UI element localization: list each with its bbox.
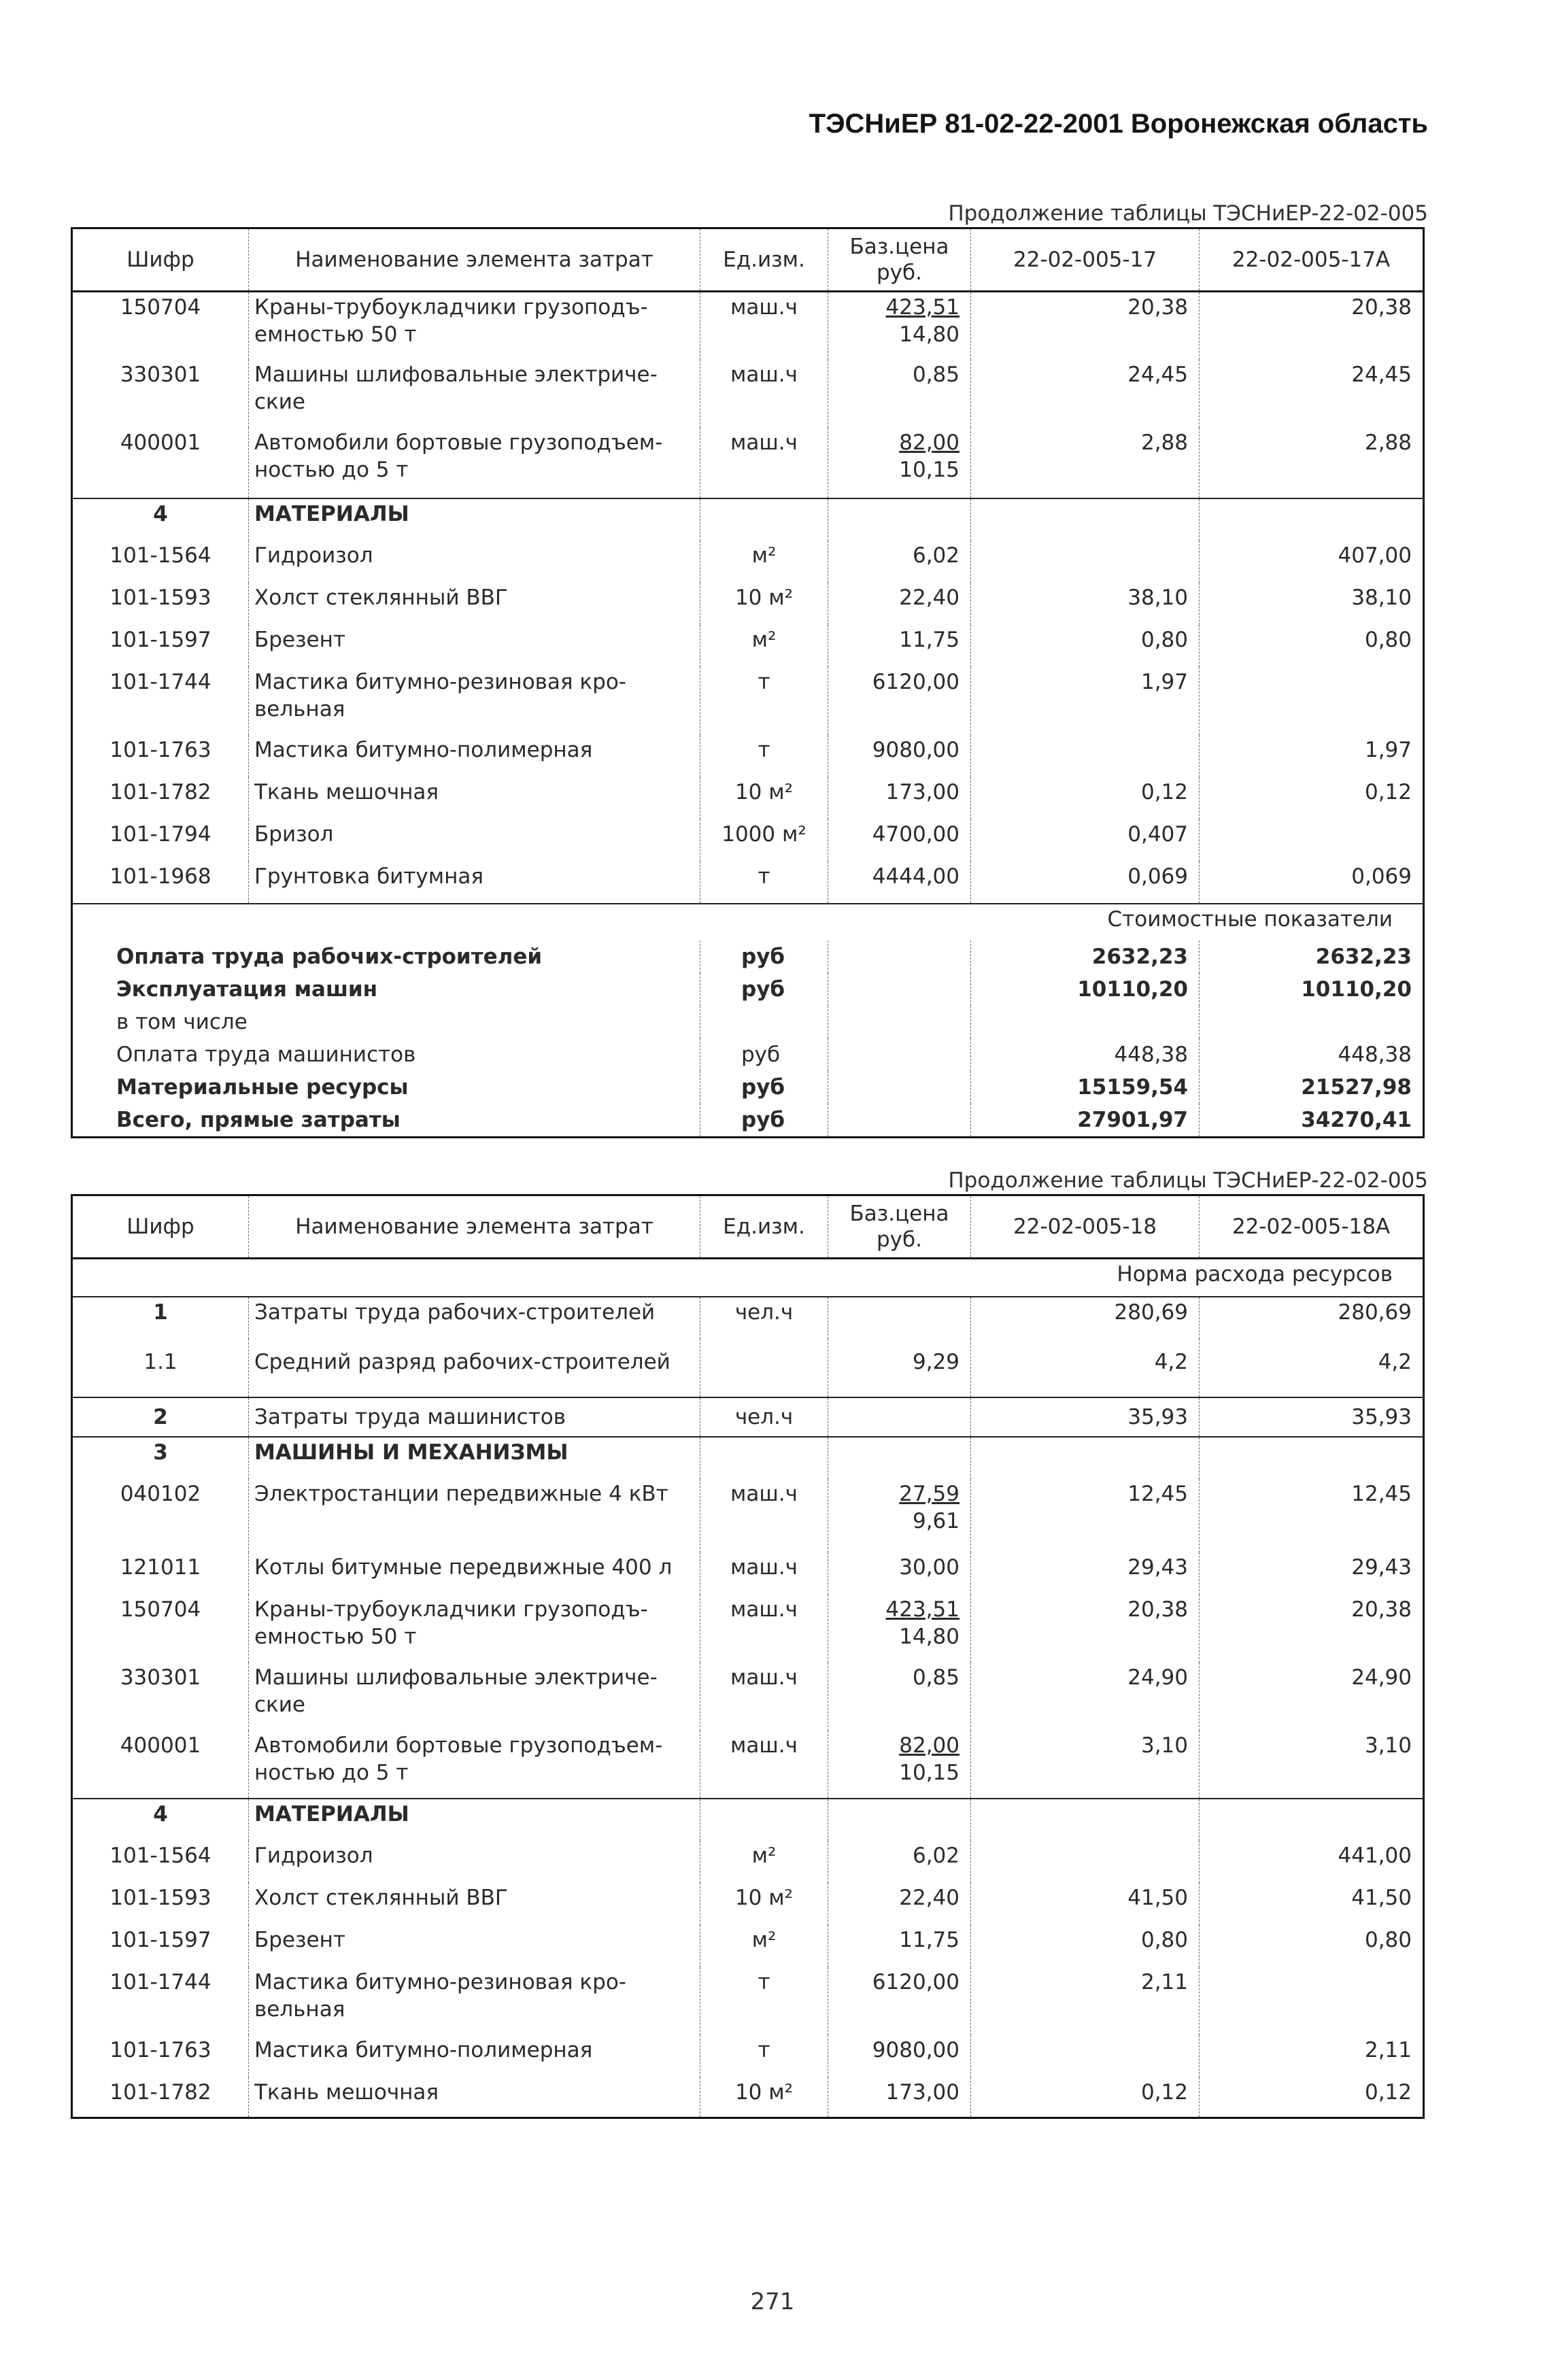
row-unit: маш.ч <box>700 360 828 428</box>
cost-value-a: 10110,20 <box>971 973 1200 1006</box>
row-price: 0,85 <box>828 1663 971 1731</box>
table-row <box>72 1883 1424 1925</box>
row-name: Затраты труда машинистов <box>249 1397 700 1437</box>
row-name: Гидроизол <box>249 1841 700 1883</box>
section-number: 2 <box>72 1397 249 1437</box>
row-value-b: 35,93 <box>1200 1397 1424 1437</box>
row-unit: 1000 м² <box>700 819 828 862</box>
row-price: 0,85 <box>828 360 971 428</box>
row-value-a: 0,12 <box>971 2077 1200 2118</box>
table2-header-row <box>72 1195 1424 1259</box>
row-value-a: 41,50 <box>971 1883 1200 1925</box>
table1-header-row <box>72 228 1424 292</box>
row-value-a: 35,93 <box>971 1397 1200 1437</box>
table-row <box>72 2077 1424 2118</box>
table-row <box>72 541 1424 583</box>
row-name: Мастика битумно-полимерная <box>249 735 700 777</box>
table-row <box>72 1595 1424 1663</box>
row-code: 150704 <box>72 1595 249 1663</box>
row-value-b <box>1200 667 1424 735</box>
col-unit-header: Ед.изм. <box>700 1195 828 1259</box>
row-name: Автомобили бортовые грузоподъем-ностью до 5 т <box>249 428 700 498</box>
row-price: 173,00 <box>828 2077 971 2118</box>
row-value-a: 12,45 <box>971 1479 1200 1552</box>
row-code: 101-1968 <box>72 862 249 904</box>
row-unit: 10 м² <box>700 583 828 625</box>
row-value-a <box>971 2035 1200 2077</box>
cost-value-b: 2632,23 <box>1200 940 1424 973</box>
cost-value-a: 2632,23 <box>971 940 1200 973</box>
row-unit: маш.ч <box>700 292 828 360</box>
row-value-a: 38,10 <box>971 583 1200 625</box>
col-norm-b-header: 22-02-005-18А <box>1200 1195 1424 1259</box>
table-row <box>72 1552 1424 1595</box>
section-row <box>72 498 1424 541</box>
row-value-b <box>1200 1967 1424 2035</box>
table-row <box>72 1925 1424 1967</box>
row-value-a <box>971 735 1200 777</box>
col-price-header: Баз.цена руб. <box>828 1195 971 1259</box>
row-price <box>828 1595 971 1663</box>
table-row <box>72 625 1424 667</box>
row-price: 9,29 <box>828 1339 971 1397</box>
row-value-b: 20,38 <box>1200 292 1424 360</box>
row-code: 101-1794 <box>72 819 249 862</box>
row-unit: 10 м² <box>700 777 828 819</box>
row-value-b: 280,69 <box>1200 1297 1424 1339</box>
cost-value-b: 10110,20 <box>1200 973 1424 1006</box>
row-value-b: 0,80 <box>1200 625 1424 667</box>
section-number: 1 <box>72 1297 249 1339</box>
cost-row <box>72 1006 1424 1038</box>
row-unit: 10 м² <box>700 2077 828 2118</box>
row-unit: 10 м² <box>700 1883 828 1925</box>
row-value-b: 3,10 <box>1200 1731 1424 1799</box>
row-unit: м² <box>700 1925 828 1967</box>
row-code: 040102 <box>72 1479 249 1552</box>
row-name: Котлы битумные передвижные 400 л <box>249 1552 700 1595</box>
row-code: 101-1564 <box>72 541 249 583</box>
col-unit-header: Ед.изм. <box>700 228 828 292</box>
row-value-b: 24,45 <box>1200 360 1424 428</box>
row-price: 173,00 <box>828 777 971 819</box>
table-row <box>72 777 1424 819</box>
row-price <box>828 292 971 360</box>
document-header: ТЭСНиЕР 81-02-22-2001 Воронежская область <box>809 109 1428 139</box>
cost-row <box>72 973 1424 1006</box>
row-unit: маш.ч <box>700 1731 828 1799</box>
row-value-b: 38,10 <box>1200 583 1424 625</box>
table-row <box>72 1339 1424 1397</box>
row-code: 101-1597 <box>72 1925 249 1967</box>
row-value-b: 29,43 <box>1200 1552 1424 1595</box>
row-unit: маш.ч <box>700 1552 828 1595</box>
row-value-a <box>971 1841 1200 1883</box>
cost-unit: руб <box>700 1104 828 1138</box>
price-machine: 82,00 <box>899 430 960 455</box>
row-code: 1.1 <box>72 1339 249 1397</box>
table-row <box>72 360 1424 428</box>
row-value-a <box>971 541 1200 583</box>
row-name: Электростанции передвижные 4 кВт <box>249 1479 700 1552</box>
row-value-b: 41,50 <box>1200 1883 1424 1925</box>
row-unit: м² <box>700 625 828 667</box>
row-value-b: 0,80 <box>1200 1925 1424 1967</box>
row-value-b: 0,12 <box>1200 2077 1424 2118</box>
price-machine: 82,00 <box>899 1733 960 1758</box>
price-wage: 14,80 <box>899 322 960 347</box>
col-price-header: Баз.цена руб. <box>828 228 971 292</box>
row-price <box>828 1731 971 1799</box>
row-code: 101-1593 <box>72 583 249 625</box>
row-price: 6,02 <box>828 1841 971 1883</box>
row-value-b: 20,38 <box>1200 1595 1424 1663</box>
cost-label: Оплата труда машинистов <box>72 1038 700 1071</box>
row-name: Мастика битумно-полимерная <box>249 2035 700 2077</box>
row-name: Краны-трубоукладчики грузоподъ-емностью 50 т <box>249 292 700 360</box>
cost-unit: руб <box>700 1071 828 1104</box>
row-price: 9080,00 <box>828 2035 971 2077</box>
row-name: Ткань мешочная <box>249 2077 700 2118</box>
row-name: Краны-трубоукладчики грузоподъ-емностью 50 т <box>249 1595 700 1663</box>
row-price: 22,40 <box>828 1883 971 1925</box>
table-row <box>72 735 1424 777</box>
cost-row <box>72 1104 1424 1138</box>
row-code: 150704 <box>72 292 249 360</box>
col-code-header: Шифр <box>72 1195 249 1259</box>
row-code: 121011 <box>72 1552 249 1595</box>
cost-unit: руб <box>700 1038 828 1071</box>
row-price: 4700,00 <box>828 819 971 862</box>
row-unit: т <box>700 2035 828 2077</box>
row-value-b: 4,2 <box>1200 1339 1424 1397</box>
row-value-a: 0,12 <box>971 777 1200 819</box>
col-norm-b-header: 22-02-005-17А <box>1200 228 1424 292</box>
row-price: 6120,00 <box>828 667 971 735</box>
table-row <box>72 1663 1424 1731</box>
section-row <box>72 1437 1424 1479</box>
price-wage: 10,15 <box>899 1760 960 1785</box>
row-value-b: 2,11 <box>1200 2035 1424 2077</box>
page-number: 271 <box>750 2288 795 2315</box>
row-unit: м² <box>700 1841 828 1883</box>
row-value-a: 0,80 <box>971 1925 1200 1967</box>
cost-row <box>72 1038 1424 1071</box>
row-value-b: 407,00 <box>1200 541 1424 583</box>
table-row <box>72 1841 1424 1883</box>
row-price: 4444,00 <box>828 862 971 904</box>
row-value-a: 2,88 <box>971 428 1200 498</box>
row-unit: маш.ч <box>700 1595 828 1663</box>
row-name: Брезент <box>249 1925 700 1967</box>
price-wage: 14,80 <box>899 1624 960 1649</box>
section-number: 3 <box>72 1437 249 1479</box>
resource-table-2 <box>71 1194 1425 2119</box>
table-row <box>72 862 1424 904</box>
row-name: Автомобили бортовые грузоподъем-ностью до 5 т <box>249 1731 700 1799</box>
row-value-a: 0,80 <box>971 625 1200 667</box>
row-value-a: 0,407 <box>971 819 1200 862</box>
section-row <box>72 1397 1424 1437</box>
section-row <box>72 1297 1424 1339</box>
row-code: 101-1782 <box>72 2077 249 2118</box>
row-code: 101-1593 <box>72 1883 249 1925</box>
row-value-a: 280,69 <box>971 1297 1200 1339</box>
row-value-b: 0,12 <box>1200 777 1424 819</box>
row-unit: т <box>700 667 828 735</box>
row-code: 101-1782 <box>72 777 249 819</box>
row-price <box>828 1397 971 1437</box>
price-wage: 9,61 <box>912 1508 960 1533</box>
subheader-cost-indicators: Стоимостные показатели <box>72 904 1424 940</box>
cost-label: Оплата труда рабочих-строителей <box>72 940 700 973</box>
row-name: Мастика битумно-резиновая кро-вельная <box>249 1967 700 2035</box>
cost-value-b: 448,38 <box>1200 1038 1424 1071</box>
col-code-header: Шифр <box>72 228 249 292</box>
subheader-row <box>72 904 1424 940</box>
row-code: 101-1763 <box>72 2035 249 2077</box>
table1-continuation: Продолжение таблицы ТЭСНиЕР-22-02-005 <box>948 201 1428 226</box>
subheader-resource-norm: Норма расхода ресурсов <box>72 1259 1424 1297</box>
row-price: 6,02 <box>828 541 971 583</box>
row-unit: чел.ч <box>700 1297 828 1339</box>
row-value-b: 1,97 <box>1200 735 1424 777</box>
table-row <box>72 1731 1424 1799</box>
price-machine: 423,51 <box>885 1597 960 1622</box>
cost-value-b: 21527,98 <box>1200 1071 1424 1104</box>
row-code: 400001 <box>72 428 249 498</box>
cost-label: Всего, прямые затраты <box>72 1104 700 1138</box>
row-unit: чел.ч <box>700 1397 828 1437</box>
cost-value-b: 34270,41 <box>1200 1104 1424 1138</box>
row-name: Средний разряд рабочих-строителей <box>249 1339 700 1397</box>
table-row <box>72 292 1424 360</box>
row-code: 101-1597 <box>72 625 249 667</box>
row-code: 330301 <box>72 360 249 428</box>
row-name: Грунтовка битумная <box>249 862 700 904</box>
row-value-b <box>1200 819 1424 862</box>
row-code: 101-1744 <box>72 1967 249 2035</box>
row-price: 22,40 <box>828 583 971 625</box>
resource-table-1 <box>71 227 1425 1138</box>
row-name: Холст стеклянный ВВГ <box>249 583 700 625</box>
row-name: Машины шлифовальные электриче-ские <box>249 1663 700 1731</box>
cost-unit: руб <box>700 973 828 1006</box>
row-code: 400001 <box>72 1731 249 1799</box>
subheader-row <box>72 1259 1424 1297</box>
row-price: 11,75 <box>828 625 971 667</box>
cost-value-a: 448,38 <box>971 1038 1200 1071</box>
col-name-header: Наименование элемента затрат <box>249 1195 700 1259</box>
row-name: Брезент <box>249 625 700 667</box>
row-price: 11,75 <box>828 1925 971 1967</box>
section-title: МАШИНЫ И МЕХАНИЗМЫ <box>249 1437 700 1479</box>
row-unit: т <box>700 862 828 904</box>
table2-continuation: Продолжение таблицы ТЭСНиЕР-22-02-005 <box>948 1168 1428 1193</box>
row-name: Холст стеклянный ВВГ <box>249 1883 700 1925</box>
row-price: 9080,00 <box>828 735 971 777</box>
row-value-b: 24,90 <box>1200 1663 1424 1731</box>
row-name: Бризол <box>249 819 700 862</box>
cost-value-a: 15159,54 <box>971 1071 1200 1104</box>
row-unit: т <box>700 735 828 777</box>
row-value-a: 1,97 <box>971 667 1200 735</box>
row-value-a: 29,43 <box>971 1552 1200 1595</box>
row-price: 6120,00 <box>828 1967 971 2035</box>
row-price <box>828 1479 971 1552</box>
row-code: 101-1564 <box>72 1841 249 1883</box>
row-value-b: 0,069 <box>1200 862 1424 904</box>
section-row <box>72 1799 1424 1841</box>
row-name: Гидроизол <box>249 541 700 583</box>
row-value-b: 441,00 <box>1200 1841 1424 1883</box>
section-number: 4 <box>72 1799 249 1841</box>
row-unit: маш.ч <box>700 1479 828 1552</box>
row-code: 101-1744 <box>72 667 249 735</box>
cost-label: в том числе <box>72 1006 700 1038</box>
table-row <box>72 667 1424 735</box>
section-title: МАТЕРИАЛЫ <box>249 498 700 541</box>
section-number: 4 <box>72 498 249 541</box>
cost-value-a: 27901,97 <box>971 1104 1200 1138</box>
row-value-a: 2,11 <box>971 1967 1200 2035</box>
row-unit: м² <box>700 541 828 583</box>
table-row <box>72 583 1424 625</box>
row-unit <box>700 1339 828 1397</box>
row-code: 101-1763 <box>72 735 249 777</box>
cost-label: Эксплуатация машин <box>72 973 700 1006</box>
cost-row <box>72 940 1424 973</box>
row-value-a: 24,45 <box>971 360 1200 428</box>
row-name: Ткань мешочная <box>249 777 700 819</box>
col-name-header: Наименование элемента затрат <box>249 228 700 292</box>
row-price <box>828 1297 971 1339</box>
section-title: МАТЕРИАЛЫ <box>249 1799 700 1841</box>
row-value-a: 20,38 <box>971 1595 1200 1663</box>
table-row <box>72 428 1424 498</box>
row-unit: т <box>700 1967 828 2035</box>
row-value-a: 24,90 <box>971 1663 1200 1731</box>
row-name: Мастика битумно-резиновая кро-вельная <box>249 667 700 735</box>
row-value-b: 12,45 <box>1200 1479 1424 1552</box>
row-value-a: 20,38 <box>971 292 1200 360</box>
row-value-a: 0,069 <box>971 862 1200 904</box>
table-row <box>72 1479 1424 1552</box>
col-norm-a-header: 22-02-005-17 <box>971 228 1200 292</box>
row-unit: маш.ч <box>700 1663 828 1731</box>
row-name: Затраты труда рабочих-строителей <box>249 1297 700 1339</box>
price-wage: 10,15 <box>899 457 960 482</box>
price-machine: 27,59 <box>899 1481 960 1506</box>
cost-row <box>72 1071 1424 1104</box>
table-row <box>72 1967 1424 2035</box>
row-price <box>828 428 971 498</box>
price-machine: 423,51 <box>885 295 960 320</box>
cost-label: Материальные ресурсы <box>72 1071 700 1104</box>
row-code: 330301 <box>72 1663 249 1731</box>
row-unit: маш.ч <box>700 428 828 498</box>
row-value-a: 4,2 <box>971 1339 1200 1397</box>
row-name: Машины шлифовальные электриче-ские <box>249 360 700 428</box>
table-row <box>72 819 1424 862</box>
row-price: 30,00 <box>828 1552 971 1595</box>
row-value-a: 3,10 <box>971 1731 1200 1799</box>
cost-unit: руб <box>700 940 828 973</box>
col-norm-a-header: 22-02-005-18 <box>971 1195 1200 1259</box>
row-value-b: 2,88 <box>1200 428 1424 498</box>
table-row <box>72 2035 1424 2077</box>
